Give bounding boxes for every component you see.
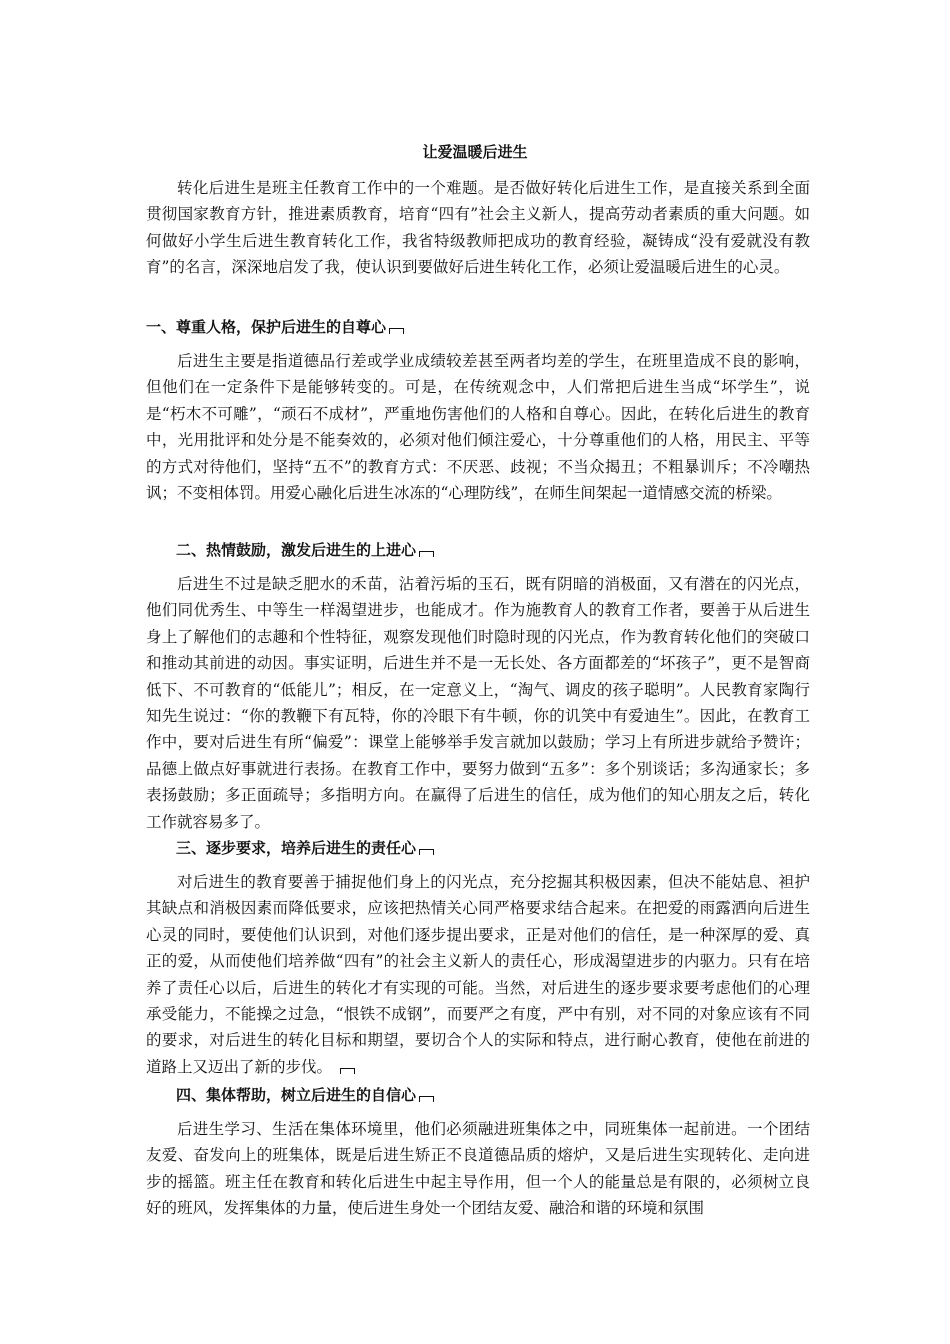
section-2-heading — [146, 537, 810, 563]
section-4 — [146, 1082, 810, 1222]
intro-block — [146, 175, 810, 281]
paragraph-mark-icon — [419, 551, 434, 557]
section-1-body: 后进生主要是指道德品行差或学业成绩较差甚至两者均差的学生，在班里造成不良的影响，但他们在一定条件下是能够转变的。可是，在传统观念中，人们常把后进生当成“坏学生”，说是“朽木不可雕”，“顽石不成材”，严重地伤害他们的人格和自尊心。因此，在转化后进生的教育中，光用批评和处分是不能奏效的，必须对他们倾注爱心，十分尊重他们的人格，用民主、平等的方式对待他们，坚持“五不”的教育方式：不厌恶、歧视；不当众揭丑；不粗暴训斥；不冷嘲热讽；不变相体罚。用爱心融化后进生冰冻的“心理防线”，在师生间架起一道情感交流的桥梁。 — [146, 352, 810, 503]
paragraph-mark-icon — [389, 328, 404, 334]
section-1-heading — [146, 314, 810, 340]
section-4-body: 后进生学习、生活在集体环境里，他们必须融进班集体之中，同班集体一起前进。一个团结友爱、奋发向上的班集体，既是后进生矫正不良道德品质的熔炉，又是后进生实现转化、走向进步的摇篮。班主任在教育和转化后进生中起主导作用，但一个人的能量总是有限的，必须树立良好的班风，发挥集体的力量，使后进生身处一个团结友爱、融洽和谐的环境和氛围 — [146, 1120, 810, 1218]
section-2 — [146, 537, 810, 835]
paragraph-mark-icon — [340, 1068, 355, 1074]
section-2-body: 后进生不过是缺乏肥水的禾苗，沾着污垢的玉石，既有阴暗的消极面，又有潜在的闪光点，他们同优秀生、中等生一样渴望进步，也能成才。作为施教育人的教育工作者，要善于从后进生身上了解他们的志趣和个性特征，观察发现他们时隐时现的闪光点，作为教育转化他们的突破口和推动其前进的动因。事实证明，后进生并不是一无长处、各方面都差的“坏孩子”，更不是智商低下、不可教育的“低能儿”；相反，在一定意义上，“淘气、调皮的孩子聪明”。人民教育家陶行知先生说过：“你的教鞭下有瓦特，你的冷眼下有牛顿，你的讥笑中有爱迪生”。因此，在教育工作中，要对后进生有所“偏爱”：课堂上能够举手发言就加以鼓励；学习上有所进步就给予赞许；品德上做点好事就进行表扬。在教育工作中，要努力做到“五多”：多个别谈话；多沟通家长；多表扬鼓励；多正面疏导；多指明方向。在赢得了后进生的信任，成为他们的知心朋友之后，转化工作就容易多了。 — [146, 575, 810, 831]
section-3 — [146, 835, 810, 1080]
section-1-heading-text: 一、尊重人格，保护后进生的自尊心 — [146, 318, 387, 336]
paragraph-mark-icon — [419, 1096, 434, 1102]
intro-paragraph: 转化后进生是班主任教育工作中的一个难题。是否做好转化后进生工作，是直接关系到全面贯彻国家教育方针，推进素质教育，培育“四有”社会主义新人，提高劳动者素质的重大问题。如何做好小学生后进生教育转化工作，我省特级教师把成功的教育经验，凝铸成“没有爱就没有教育”的名言，深深地启发了我，使认识到要做好后进生转化工作，必须让爱温暖后进生的心灵。 — [146, 179, 810, 277]
section-3-heading-text: 三、逐步要求，培养后进生的责任心 — [176, 839, 417, 857]
document-title: 让爱温暖后进生 — [422, 143, 528, 161]
section-3-heading — [146, 835, 810, 861]
section-4-heading-text: 四、集体帮助，树立后进生的自信心 — [176, 1086, 417, 1104]
section-4-heading — [146, 1082, 810, 1108]
paragraph-mark-icon — [419, 849, 434, 855]
section-3-body-text: 对后进生的教育要善于捕捉他们身上的闪光点，充分挖掘其积极因素，但决不能姑息、袒护其缺点和消极因素而降低要求，应该把热情关心同严格要求结合起来。在把爱的雨露洒向后进生心灵的同时，要使他们认识到，对他们逐步提出要求，正是对他们的信任，是一种深厚的爱、真正的爱，从而使他们培养做“四有”的社会主义新人的责任心，形成渴望进步的内驱力。只有在培养了责任心以后，后进生的转化才有实现的可能。当然，对后进生的逐步要求要考虑他们的心理承受能力，不能操之过急，“恨铁不成钢”，而要严之有度，严中有别，对不同的对象应该有不同的要求，对后进生的转化目标和期望，要切合个人的实际和特点，进行耐心教育，使他在前进的道路上又迈出了新的步伐。 — [146, 873, 810, 1076]
section-2-heading-text: 二、热情鼓励，激发后进生的上进心 — [176, 541, 417, 559]
section-1 — [146, 314, 810, 506]
section-3-body — [146, 869, 810, 1080]
